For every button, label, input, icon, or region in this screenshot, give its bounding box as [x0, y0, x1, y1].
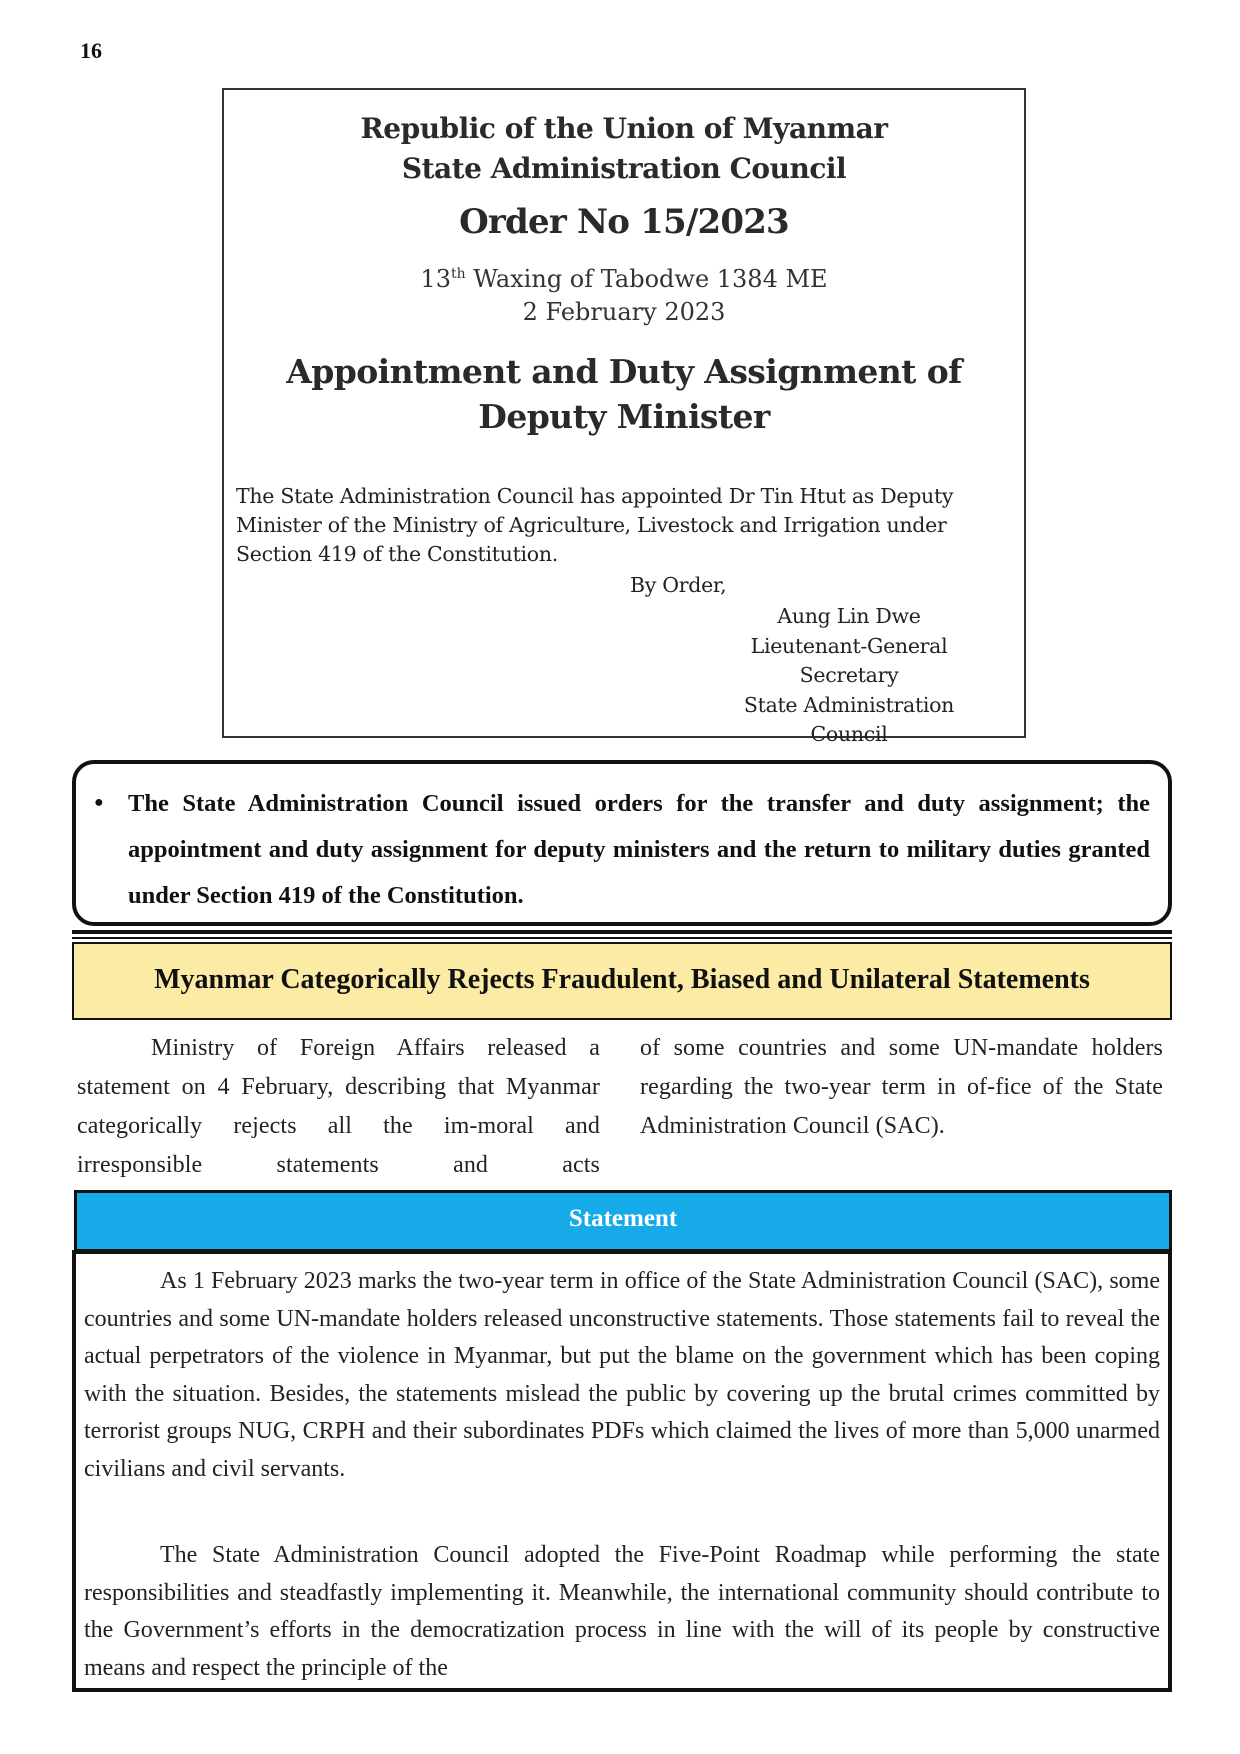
signatory-org: State Administration Council — [743, 692, 955, 746]
signatory-name: Aung Lin Dwe — [777, 604, 921, 628]
order-title-line2: Deputy Minister — [478, 397, 770, 436]
highlight-text: The State Administration Council issued orders for the transfer and duty assignment; the appointment and duty assignment for deputy ministers and the return to military duties granted under Section 419 of the Constitution. — [128, 790, 1150, 909]
statement-paragraph-2: The State Administration Council adopted the Five-Point Roadmap while performing the state responsibilities and steadfastly implementing it. Meanwhile, the international community should contribute to the Government’s efforts in the democratization process in line with the will of its people by constructive means and respect the principle of the — [84, 1542, 1160, 1681]
order-date-myanmar — [224, 265, 1024, 293]
order-title-line1: Appointment and Duty Assignment of — [286, 352, 962, 391]
order-council: State Administration Council — [401, 152, 847, 185]
order-date-rest: Waxing of Tabodwe 1384 ME — [465, 265, 828, 293]
statement-box — [72, 1250, 1172, 1692]
order-date-ordinal: th — [450, 266, 466, 282]
article-left-column: Ministry of Foreign Affairs released a statement on 4 February, describing that Myanmar categorically rejects all the im-moral and irresponsible statements and acts — [77, 1035, 600, 1178]
bullet-icon: ● — [94, 794, 104, 811]
statement-header-text: Statement — [568, 1205, 678, 1232]
order-date-day: 13 — [420, 265, 451, 293]
order-signature-block — [704, 602, 994, 750]
headline-banner — [72, 942, 1172, 1020]
divider-thick — [72, 930, 1172, 934]
article-right-column: of some countries and some UN-mandate holders regarding the two-year term in of-fice of the State Administration Council (SAC). — [640, 1035, 1163, 1139]
signatory-rank: Lieutenant-General — [750, 633, 948, 658]
highlight-box — [72, 760, 1172, 926]
order-by-order: By Order, — [630, 573, 727, 597]
statement-paragraph-1: As 1 February 2023 marks the two-year term in office of the State Administration Council (SAC), some countries and some UN-mandate holders released unconstructive statements. Those statements fail to reveal the actual perpetrators of the violence in Myanmar, but put the blame on the government which has been coping with the situation. Besides, the statements mislead the public by covering up the brutal crimes committed by terrorist groups NUG, CRPH and their subordinates PDFs which claimed the lives of more than 5,000 unarmed civilians and civil servants. — [84, 1268, 1160, 1482]
divider-thin — [72, 937, 1172, 939]
statement-header — [74, 1190, 1172, 1252]
page-number: 16 — [80, 38, 102, 63]
signatory-title: Secretary — [799, 663, 899, 687]
order-notice — [222, 88, 1026, 746]
order-number: Order No 15/2023 — [459, 202, 789, 242]
order-date-gregorian: 2 February 2023 — [522, 298, 726, 326]
order-republic: Republic of the Union of Myanmar — [360, 112, 888, 145]
headline-text: Myanmar Categorically Rejects Fraudulent, Biased and Unilateral Statements — [154, 964, 1090, 995]
order-body: The State Administration Council has appointed Dr Tin Htut as Deputy Minister of the Ministry of Agriculture, Livestock and Irrigation under Section 419 of the Constitution. — [236, 484, 954, 566]
